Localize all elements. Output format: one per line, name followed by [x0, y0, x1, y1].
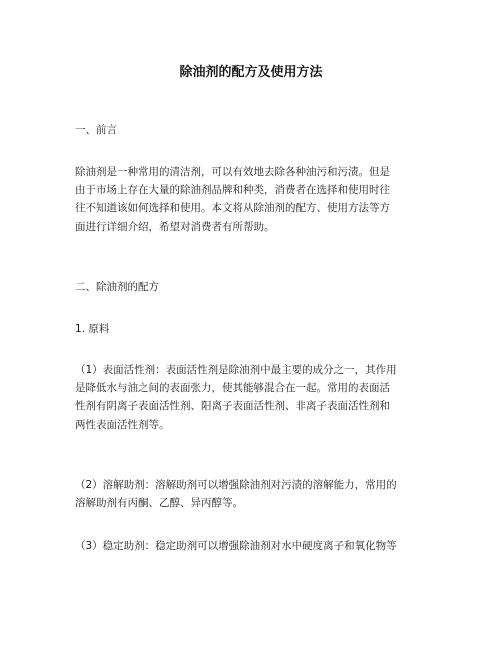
paragraph-line: 性剂有阴离子表面活性剂、阳离子表面活性剂、非离子表面活性剂和 — [75, 400, 390, 413]
paragraph-line: 是降低水与油之间的表面张力，使其能够混合在一起。常用的表面活 — [75, 382, 390, 395]
item-surfactant-paragraph — [75, 361, 435, 434]
section-heading-preface: 一、前言 — [75, 124, 117, 136]
item-solvent-paragraph — [75, 476, 435, 512]
section-heading-formula: 二、除油剂的配方 — [75, 281, 159, 293]
paragraph-line: 由于市场上存在大量的除油剂品牌和种类，消费者在选择和使用时往 — [75, 184, 390, 197]
paragraph-line: 两性表面活性剂等。 — [75, 418, 170, 431]
subsection-heading-materials: 1. 原料 — [75, 323, 110, 335]
intro-paragraph — [75, 163, 435, 236]
paragraph-line: 面进行详细介绍，希望对消费者有所帮助。 — [75, 220, 275, 233]
document-title: 除油剂的配方及使用方法 — [179, 65, 323, 80]
item-stabilizer-paragraph — [75, 537, 435, 555]
paragraph-line: 往不知道该如何选择和使用。本文将从除油剂的配方、使用方法等方 — [75, 202, 390, 215]
paragraph-line: （3）稳定助剂：稳定助剂可以增强除油剂对水中硬度离子和氧化物等 — [75, 540, 397, 552]
paragraph-line: 溶解助剂有丙酮、乙醇、异丙醇等。 — [75, 497, 243, 510]
paragraph-line: （1）表面活性剂：表面活性剂是除油剂中最主要的成分之一，其作用 — [75, 364, 397, 376]
paragraph-line: （2）溶解助剂：溶解助剂可以增强除油剂对污渍的溶解能力，常用的 — [75, 479, 397, 491]
paragraph-line: 除油剂是一种常用的清洁剂，可以有效地去除各种油污和污渍。但是 — [75, 166, 390, 178]
